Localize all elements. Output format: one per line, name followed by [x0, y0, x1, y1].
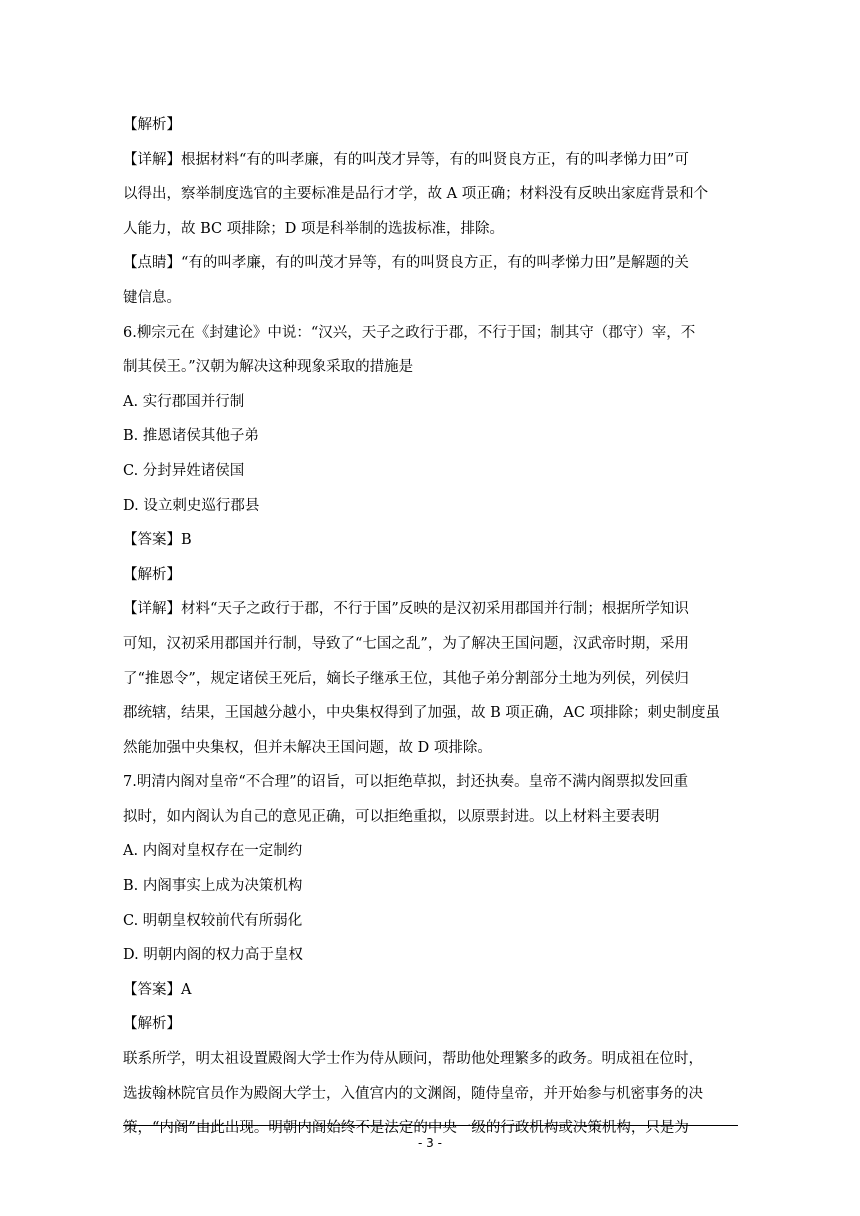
text-line: 【解析】 — [123, 1016, 181, 1033]
text-line: 了“推恩令”，规定诸侯王死后，嫡长子继承王位，其他子弟分割部分土地为列侯，列侯归 — [123, 670, 689, 687]
question-6-option-d: D. 设立刺史巡行郡县 — [123, 497, 260, 514]
page-number: - 3 - — [418, 1136, 442, 1150]
question-7-stem: 7.明清内阁对皇帝“不合理”的诏旨，可以拒绝草拟，封还执奏。皇帝不满内阁票拟发回重 — [123, 774, 689, 791]
text-line: 【解析】 — [123, 566, 181, 583]
text-line: 【详解】材料“天子之政行于郡，不行于国”反映的是汉初采用郡国并行制；根据所学知识 — [123, 601, 689, 618]
text-line: 然能加强中央集权，但并未解决王国问题，故 D 项排除。 — [123, 739, 492, 756]
text-line: 【详解】根据材料“有的叫孝廉，有的叫茂才异等，有的叫贤良方正，有的叫孝悌力田”可 — [123, 151, 689, 168]
question-6-option-b: B. 推恩诸侯其他子弟 — [123, 428, 259, 445]
text-line: 【解析】 — [123, 117, 181, 133]
page-body — [123, 108, 738, 1146]
question-7-option-c: C. 明朝皇权较前代有所弱化 — [123, 912, 303, 929]
text-line: 可知，汉初采用郡国并行制，导致了“七国之乱”，为了解决王国问题，汉武帝时期，采用 — [123, 635, 689, 652]
question-7-option-a: A. 内阁对皇权存在一定制约 — [123, 843, 303, 860]
text-line: 联系所学，明太祖设置殿阁大学士作为侍从顾问，帮助他处理繁多的政务。明成祖在位时， — [123, 1051, 703, 1068]
question-6-stem: 6.柳宗元在《封建论》中说：“汉兴，天子之政行于郡，不行于国；制其守（郡守）宰，不 — [123, 324, 696, 341]
question-7-option-b: B. 内阁事实上成为决策机构 — [123, 878, 303, 895]
text-line: 【点睛】“有的叫孝廉，有的叫茂才异等，有的叫贤良方正，有的叫孝悌力田”是解题的关 — [123, 255, 689, 272]
question-6-option-c: C. 分封异姓诸侯国 — [123, 462, 245, 479]
text-line: 以得出，察举制度选官的主要标准是品行才学，故 A 项正确；材料没有反映出家庭背景和个 — [123, 186, 709, 203]
question-7-option-d: D. 明朝内阁的权力高于皇权 — [123, 947, 303, 964]
text-line: 人能力，故 BC 项排除；D 项是科举制的选拔标准，排除。 — [123, 220, 504, 237]
text-line: 键信息。 — [123, 289, 181, 306]
question-6-stem: 制其侯王。”汉朝为解决这种现象采取的措施是 — [123, 359, 414, 376]
footer-divider — [123, 1125, 738, 1126]
question-7-stem: 拟时，如内阁认为自己的意见正确，可以拒绝重拟，以原票封进。以上材料主要表明 — [123, 808, 660, 825]
text-line: 策，“内阁”由此出现。明朝内阁始终不是法定的中央一级的行政机构或决策机构，只是为 — [123, 1120, 689, 1137]
question-7-answer: 【答案】A — [123, 981, 192, 998]
question-6-answer: 【答案】B — [123, 532, 192, 549]
question-6-option-a: A. 实行郡国并行制 — [123, 393, 245, 410]
text-line: 选拔翰林院官员作为殿阁大学士，入值宫内的文渊阁，随侍皇帝，并开始参与机密事务的决 — [123, 1085, 703, 1102]
text-line: 郡统辖，结果，王国越分越小，中央集权得到了加强，故 B 项正确，AC 项排除；刺史制度虽 — [123, 705, 721, 722]
